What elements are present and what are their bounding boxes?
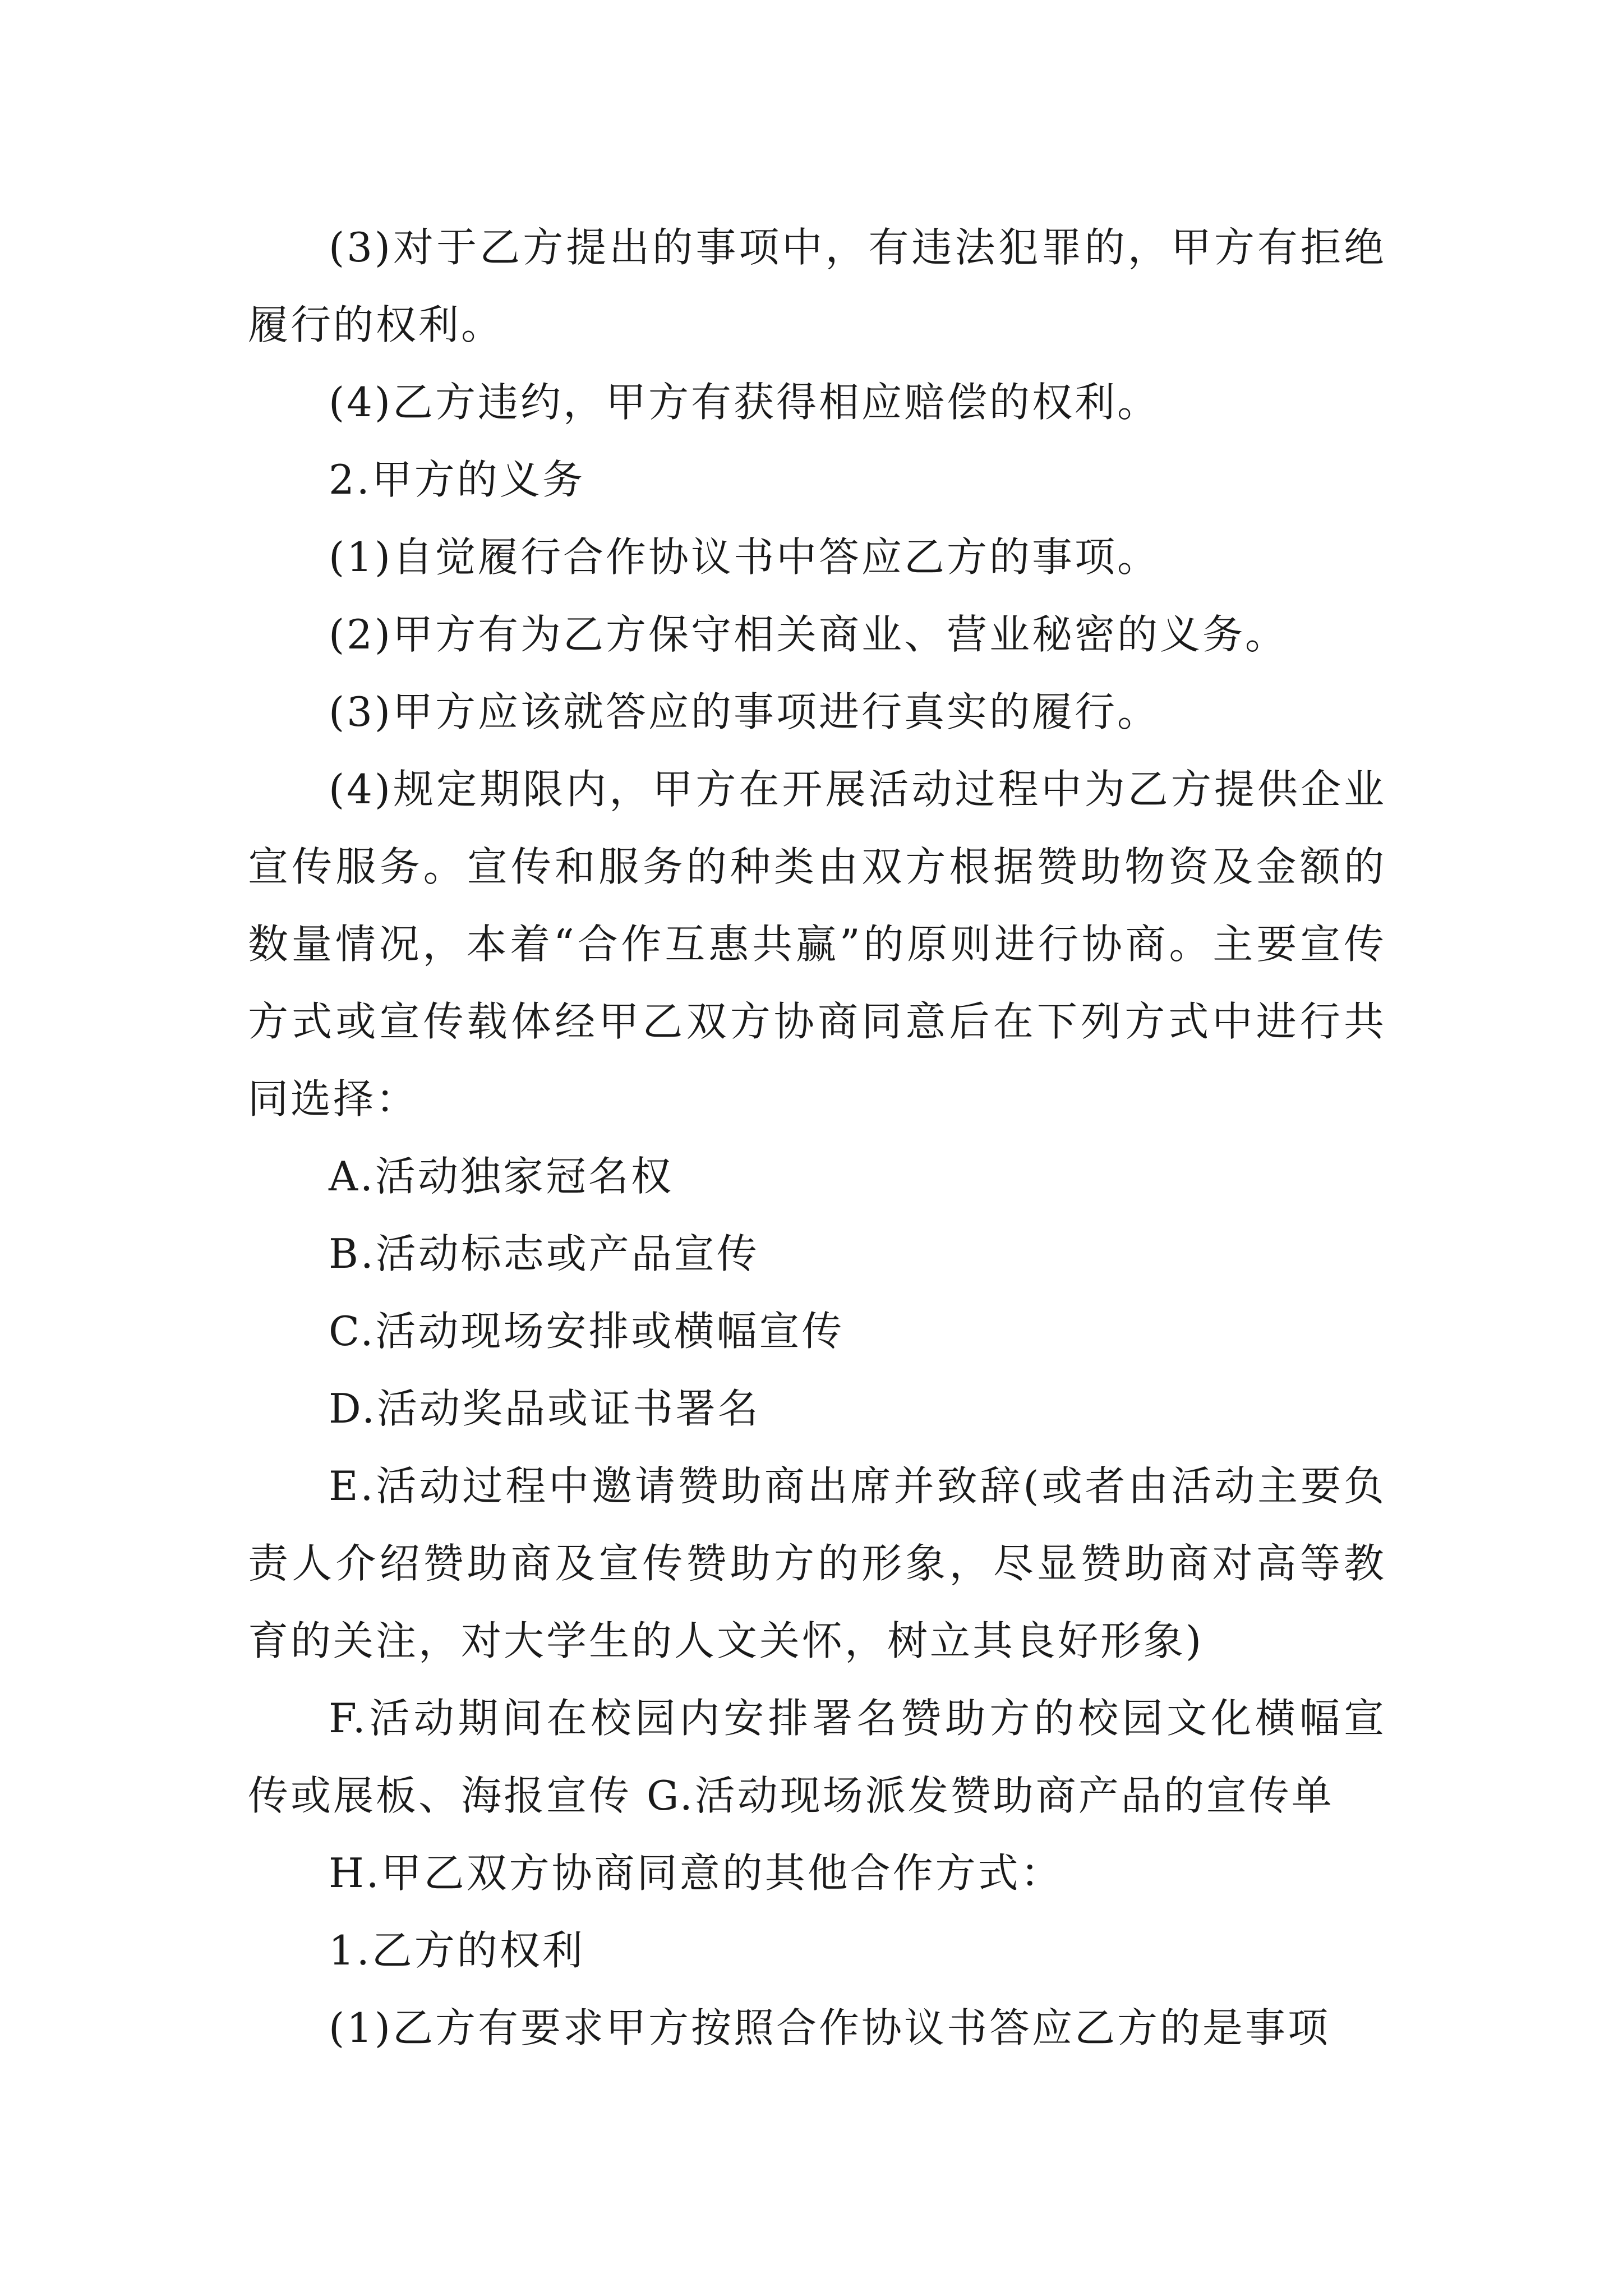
paragraph-3: 2.甲方的义务 xyxy=(329,456,585,503)
paragraph-2: (4)乙方违约，甲方有获得相应赔偿的权利。 xyxy=(329,379,1160,426)
paragraph-8: A.活动独家冠名权 xyxy=(329,1153,674,1200)
paragraph-13: F.活动期间在校园内安排署名赞助方的校园文化横幅宣传或展板、海报宣传 G.活动现场派发赞助商产品的宣传单 xyxy=(248,1695,1386,1819)
paragraph-11: D.活动奖品或证书署名 xyxy=(329,1385,761,1432)
paragraph-10: C.活动现场安排或横幅宣传 xyxy=(329,1308,845,1355)
paragraph-16: (1)乙方有要求甲方按照合作协议书答应乙方的是事项 xyxy=(329,2004,1330,2051)
paragraph-1: (3)对于乙方提出的事项中，有违法犯罪的，甲方有拒绝履行的权利。 xyxy=(248,224,1386,348)
paragraph-5: (2)甲方有为乙方保守相关商业、营业秘密的义务。 xyxy=(329,611,1288,658)
paragraph-12: E.活动过程中邀请赞助商出席并致辞(或者由活动主要负责人介绍赞助商及宣传赞助方的形象，尽显赞助商对高等教育的关注，对大学生的人文关怀，树立其良好形象) xyxy=(248,1462,1386,1664)
paragraph-7: (4)规定期限内，甲方在开展活动过程中为乙方提供企业宣传服务。宣传和服务的种类由双方根据赞助物资及金额的数量情况，本着“合作互惠共赢”的原则进行协商。主要宣传方式或宣传载体经甲乙双方协商同意后在下列方式中进行共同选择： xyxy=(248,766,1386,1122)
paragraph-6: (3)甲方应该就答应的事项进行真实的履行。 xyxy=(329,688,1160,735)
paragraph-14: H.甲乙双方协商同意的其他合作方式： xyxy=(329,1849,1063,1897)
paragraph-4: (1)自觉履行合作协议书中答应乙方的事项。 xyxy=(329,533,1160,581)
paragraph-15: 1.乙方的权利 xyxy=(329,1927,585,1974)
document-body xyxy=(248,209,1386,2067)
paragraph-9: B.活动标志或产品宣传 xyxy=(329,1230,759,1277)
